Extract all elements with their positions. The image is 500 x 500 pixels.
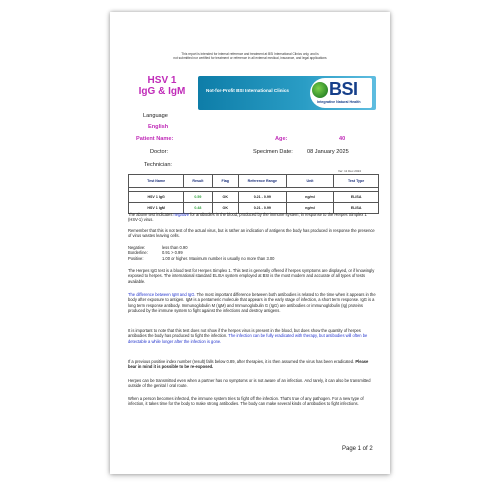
results-header-row — [129, 175, 379, 188]
intro-text-b: for antibodies in the blood, produced by the immune system, in response to the Herpes Simplex 1 (HSV-1) virus. — [128, 212, 367, 223]
previous-text: If a previous positive index number (result) falls below 0.89, after therapies, it is then assumed the virus has been eradicated. — [128, 359, 356, 364]
paragraph-previous — [128, 359, 378, 370]
bsi-logo — [310, 78, 372, 108]
page-number: Page 1 of 2 — [342, 446, 373, 452]
cell-reference-range: 0.21 - 0.99 — [238, 192, 286, 203]
range-value: 0.91 > 0.99 — [162, 250, 183, 256]
results-table — [128, 174, 379, 214]
cell-test-name: HSV 1 IgM — [129, 203, 184, 214]
clinic-banner — [198, 76, 376, 110]
range-label: Borderline: — [128, 250, 148, 256]
important-text: It is important to note that this test does not show if the herpes virus is present in the blood, but does show the quantity of herpes antibodies the body has produced to fight the infection. — [128, 328, 361, 339]
title-line-2: IgG & IgM — [138, 86, 186, 97]
ranges-block — [128, 245, 378, 261]
igg-test-text: The Herpes IgG test is a blood test for Herpes Simplex 1. This test is generally offered if herpes symptoms are displayed, or if knowingly exposed to herpes. The international standard ELISA system employed at BSI is the most modern and accurate of all types of tests available. — [128, 268, 375, 284]
age-value: 40 — [339, 136, 346, 142]
range-value: 1.00 or higher. Maximum number is usually no more than 3.00 — [162, 255, 275, 261]
report-title — [128, 75, 196, 97]
disclaimer-line-2: not submitted nor certified for treatment or reference in all external medical, insurance, and legal applications — [173, 56, 327, 60]
header-flag: Flag — [212, 175, 238, 188]
range-label: Positive: — [128, 255, 144, 261]
cell-flag: OK — [212, 192, 238, 203]
transmission-text: Herpes can be transmitted even when a partner has no symptoms or is not aware of an infection. And rarely, it can also be transmitted outside of the genital / oral route. — [128, 378, 371, 389]
paragraph-important — [128, 328, 378, 344]
header-test-type: Test Type — [334, 175, 379, 188]
range-value: less than 0.90 — [162, 245, 188, 250]
ranges-table — [128, 245, 274, 261]
intro-text-a: The above test indicates — [128, 212, 174, 217]
doctor-label: Doctor: — [150, 149, 169, 155]
paragraph-difference — [128, 292, 378, 313]
cell-test-type: ELISA — [334, 192, 379, 203]
disclaimer-line-1: This report is intended for internal reference and treatment at BSI International Clinics only, and is — [181, 52, 319, 56]
version-label: Ver: 11 Dec 2024 — [338, 169, 361, 173]
logo-word: BSI — [329, 79, 358, 99]
header-test-name: Test Name — [129, 175, 184, 188]
immune-text: When a person becomes infected, the immune system tries to fight off the infection. That's true of any pathogen. For a new type of infection, it takes time for the body to make strong antibodies. The body can make several kinds of antibodies to fight infections. — [128, 396, 364, 407]
important-highlight: The infection can be fully eradicated with therapy, but antibodies will often be detectable a while longer after the infection is gone. — [128, 333, 368, 344]
remember-text: Remember that this is not test of the actual virus, but is rather an indication of antigens the body has produced in response the presence of virus wastes leaving cells. — [128, 228, 375, 239]
range-label: Negative: — [128, 245, 146, 250]
language-value: English — [148, 124, 169, 130]
paragraph-intro — [128, 212, 378, 223]
technician-label: Technician: — [144, 162, 172, 168]
cell-flag: OK — [212, 203, 238, 214]
previous-bold: Please bear in mind it is possible to be re-exposed. — [128, 359, 369, 370]
age-label: Age: — [275, 136, 288, 142]
patient-name-label: Patient Name: — [136, 136, 174, 142]
specimen-date-label: Specimen Date: — [253, 149, 293, 155]
table-row — [129, 192, 379, 203]
paragraph-immune — [128, 396, 378, 407]
leaf-logo-icon — [312, 82, 328, 98]
cell-reference-range: 0.21 - 0.99 — [238, 203, 286, 214]
clinic-name: Not-for-Profit BSI International Clinics — [206, 88, 289, 93]
paragraph-transmission — [128, 378, 378, 389]
cell-unit: ng/ml — [286, 203, 334, 214]
paragraph-remember — [128, 228, 378, 239]
title-line-1: HSV 1 — [147, 75, 177, 86]
logo-tagline: Integrative Natural Health — [317, 100, 361, 104]
cell-result: 0.48 — [184, 203, 212, 214]
paragraph-igg-test — [128, 268, 378, 284]
header-unit: Unit — [286, 175, 334, 188]
range-row — [128, 256, 274, 261]
header-result: Result — [184, 175, 212, 188]
difference-heading: The difference between IgM and IgG. — [128, 292, 196, 297]
report-page — [110, 12, 390, 474]
disclaimer — [150, 52, 350, 60]
cell-test-name: HSV 1 IgG — [129, 192, 184, 203]
specimen-date-value: 08 January 2025 — [307, 149, 349, 155]
negative-word: negative — [173, 212, 189, 217]
header-reference-range: Reference Range — [238, 175, 286, 188]
cell-test-type: ELISA — [334, 203, 379, 214]
language-label: Language — [143, 113, 168, 119]
cell-result: 0.59 — [184, 192, 212, 203]
cell-unit: ng/ml — [286, 192, 334, 203]
difference-text: The most important difference between both antibodies is related to the time when it appears in the body after exposure to antigen. IgM is a pentameric molecule that appears in the early stage of infection, a short term response. IgG is a long term response antibody. Immunoglobulin M (IgM) and Immunoglobulin G (IgG) are antibodies or immunoglobulin (Ig) proteins produced by the immune system to fight against the infections and destroy antigens. — [128, 292, 376, 313]
